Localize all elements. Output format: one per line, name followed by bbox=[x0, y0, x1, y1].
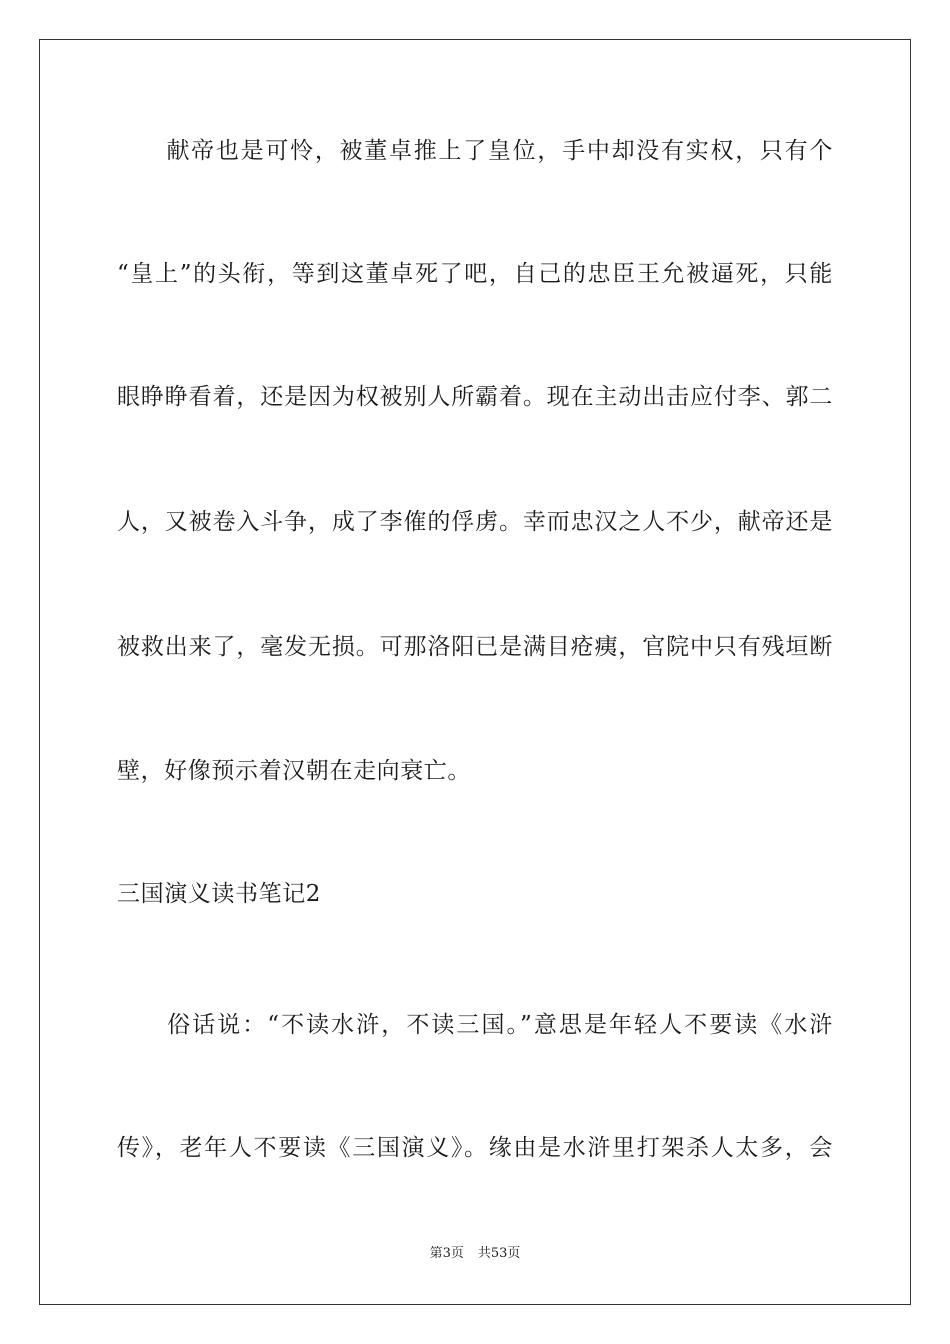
page-total: 共53页 bbox=[477, 1246, 521, 1261]
paragraph-line: 献帝也是可怜，被董卓推上了皇位，手中却没有实权，只有个 bbox=[117, 138, 833, 164]
paragraph-line: 俗话说：“不读水浒，不读三国。”意思是年轻人不要读《水浒 bbox=[117, 1012, 833, 1038]
paragraph-line: 壁，好像预示着汉朝在走向衰亡。 bbox=[117, 758, 471, 784]
page-number: 第3页 bbox=[429, 1246, 464, 1261]
paragraph-line: 人，又被卷入斗争，成了李傕的俘虏。幸而忠汉之人不少，献帝还是 bbox=[117, 509, 833, 535]
page-footer bbox=[0, 1245, 950, 1263]
paragraph-line: 传》，老年人不要读《三国演义》。缘由是水浒里打架杀人太多，会 bbox=[117, 1135, 833, 1161]
paragraph-line: 眼睁睁看着，还是因为权被别人所霸着。现在主动出击应付李、郭二 bbox=[117, 384, 833, 410]
page-frame bbox=[39, 39, 911, 1305]
paragraph-line: “皇上”的头衔，等到这董卓死了吧，自己的忠臣王允被逼死，只能 bbox=[117, 261, 833, 287]
section-heading: 三国演义读书笔记2 bbox=[117, 881, 322, 907]
paragraph-line: 被救出来了，毫发无损。可那洛阳已是满目疮痍，官院中只有残垣断 bbox=[117, 634, 833, 660]
